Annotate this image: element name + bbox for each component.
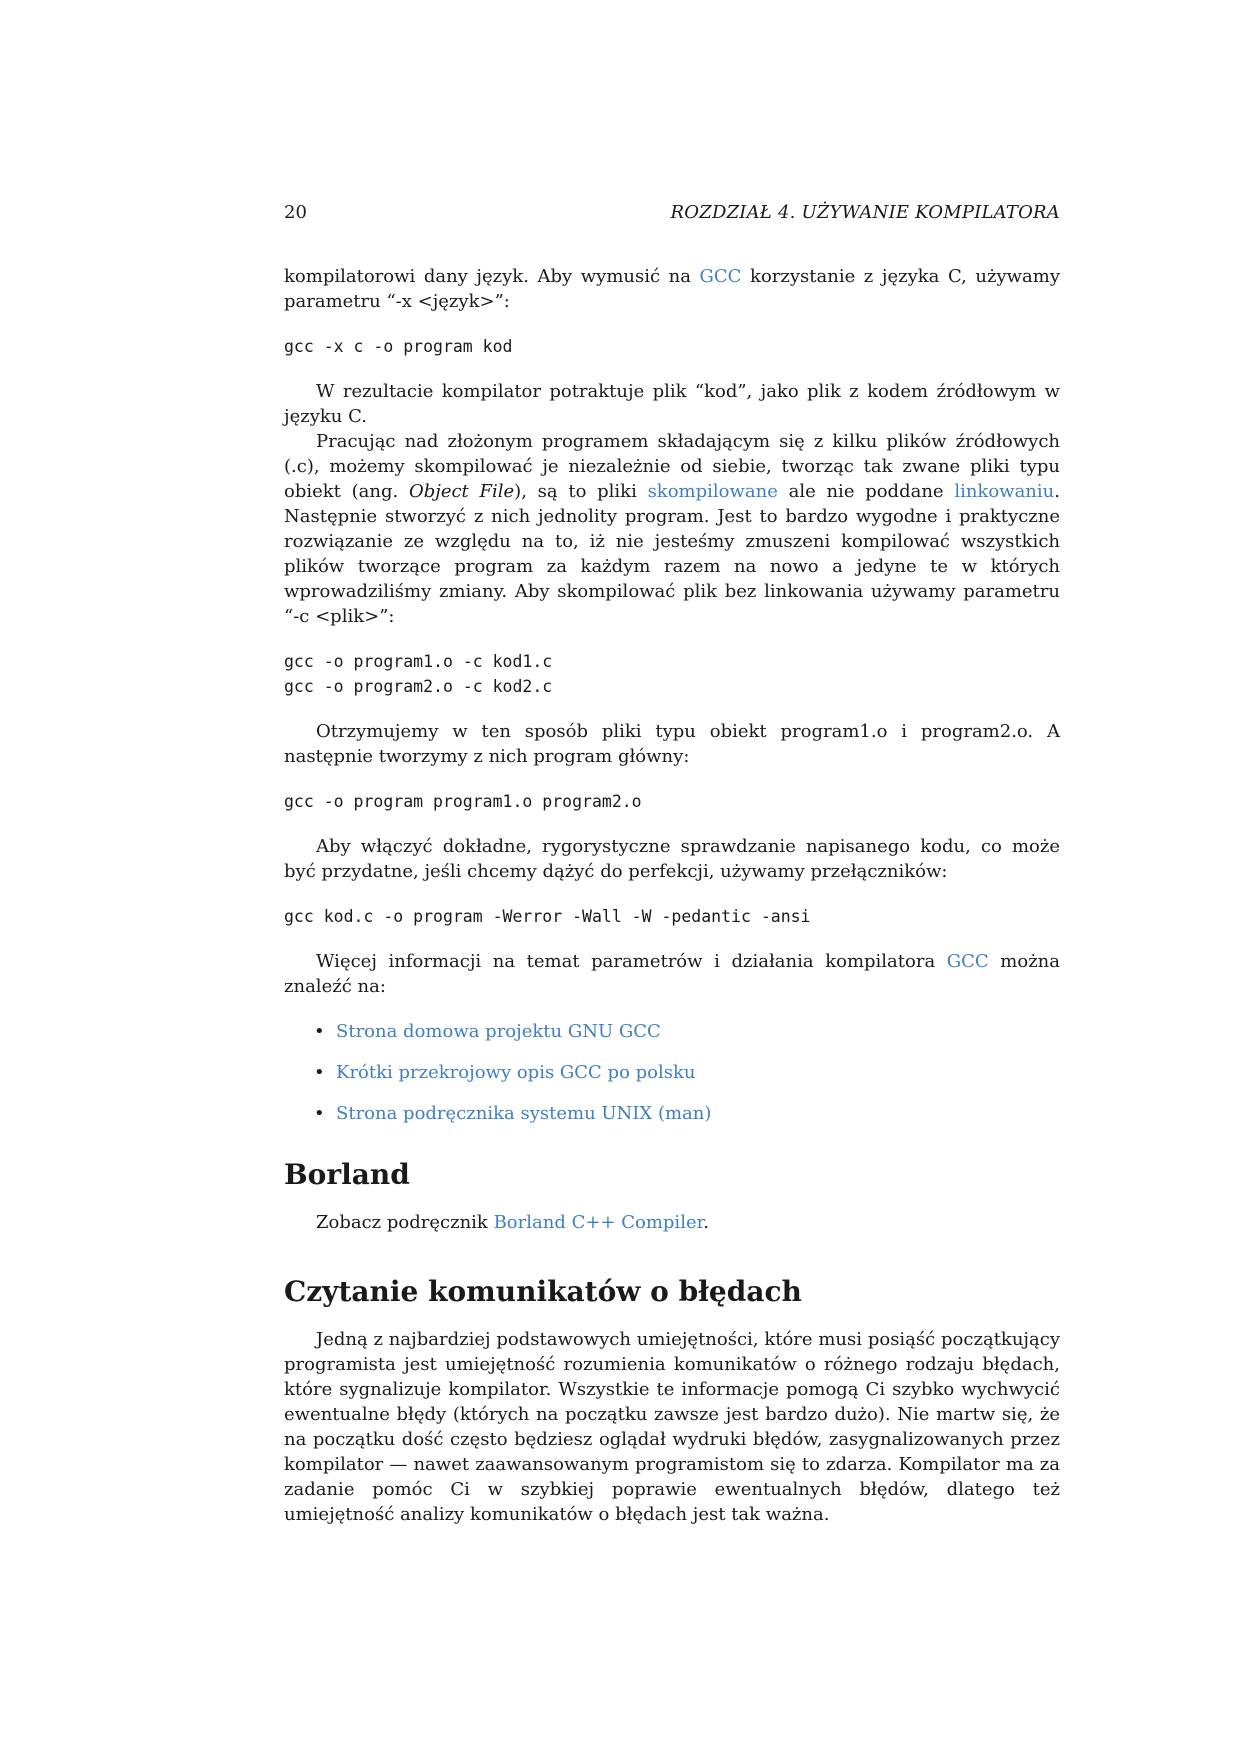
text: kompilatorowi dany język. Aby wymusić na <box>284 266 700 287</box>
code-line: gcc -o program2.o -c kod2.c <box>284 677 553 696</box>
text: . <box>703 1212 709 1233</box>
paragraph-result: W rezultacie kompilator potraktuje plik “kod”, jako plik z kodem źródłowym w języku C. <box>284 381 1060 427</box>
document-page <box>284 200 1060 1527</box>
link-gcc[interactable]: GCC <box>699 266 742 287</box>
link-gcc-polish[interactable]: Krótki przekrojowy opis GCC po polsku <box>336 1062 696 1083</box>
code-line: gcc -o program1.o -c kod1.c <box>284 652 553 671</box>
text: Pracując nad złożonym programem składającym się z kilku plików źródłowych (.c), możemy skompilować je niezależnie od siebie, tworząc tak zwane pliki typu obiekt (ang. <box>284 431 1060 502</box>
list-item <box>284 1060 1060 1085</box>
paragraph-errors: Jedną z najbardziej podstawowych umiejętności, które musi posiąść początkujący programista jest umiejętność rozumienia komunikatów o różnego rodzaju błędach, które sygnalizuje kompilator. Wszystkie te informacje pomogą Ci szybko wychwycić ewentualne błędy (których na początku zawsze jest bardzo dużo). Nie martw się, że na początku dość często będziesz oglądał wydruki błędów, zasygnalizowanych przez kompilator — nawet zaawansowanym programistom się to zdarza. Kompilator ma za zadanie pomóc Ci w szybkiej poprawie ewentualnych błędów, dlatego też umiejętność analizy komunikatów o błędach jest tak ważna. <box>284 1329 1060 1525</box>
paragraph-borland <box>284 1210 1060 1235</box>
text: Zobacz podręcznik <box>316 1212 494 1233</box>
link-unix-man[interactable]: Strona podręcznika systemu UNIX (man) <box>336 1103 712 1124</box>
link-gnu-gcc-home[interactable]: Strona domowa projektu GNU GCC <box>336 1021 661 1042</box>
link-skompilowane[interactable]: skompilowane <box>647 481 778 502</box>
text: Więcej informacji na temat parametrów i działania kompilatora <box>316 951 947 972</box>
link-gcc-2[interactable]: GCC <box>946 951 989 972</box>
section-heading-errors: Czytanie komunikatów o błędach <box>284 1275 802 1308</box>
code-block-4: gcc kod.c -o program -Werror -Wall -W -pedantic -ansi <box>284 907 811 926</box>
link-borland-compiler[interactable]: Borland C++ Compiler <box>493 1212 704 1233</box>
code-block-2 <box>284 649 1060 699</box>
link-linkowaniu[interactable]: linkowaniu <box>954 481 1055 502</box>
text: ale nie poddane <box>777 481 955 502</box>
page-number: 20 <box>284 202 307 223</box>
paragraph-object-result: Otrzymujemy w ten sposób pliki typu obiekt program1.o i program2.o. A następnie tworzymy z nich program główny: <box>284 721 1060 767</box>
section-heading-borland: Borland <box>284 1158 410 1191</box>
code-block-3: gcc -o program program1.o program2.o <box>284 792 642 811</box>
links-list <box>284 1019 1060 1126</box>
code-block-1: gcc -x c -o program kod <box>284 337 513 356</box>
text: ), są to pliki <box>514 481 648 502</box>
list-item <box>284 1019 1060 1044</box>
paragraph-more-info <box>284 949 1060 999</box>
page-header <box>284 200 1060 225</box>
emphasis-object-file: Object File <box>408 481 515 502</box>
list-item <box>284 1101 1060 1126</box>
running-title: ROZDZIAŁ 4. UŻYWANIE KOMPILATORA <box>670 202 1060 223</box>
paragraph-strict: Aby włączyć dokładne, rygorystyczne sprawdzanie napisanego kodu, co może być przydatne, jeśli chcemy dążyć do perfekcji, używamy przełączników: <box>284 836 1060 882</box>
paragraph-object-files <box>284 429 1060 629</box>
paragraph-intro <box>284 264 1060 314</box>
text: można znaleźć na: <box>284 951 1060 997</box>
text: korzystanie z języka C, używamy parametru “-x <język>”: <box>284 266 1060 312</box>
text: . Następnie stworzyć z nich jednolity program. Jest to bardzo wygodne i praktyczne rozwiązanie ze względu na to, iż nie jesteśmy zmuszeni kompilować wszystkich plików tworzące program za każdym razem na nowo a jedyne te w których wprowadziliśmy zmiany. Aby skompilować plik bez linkowania używamy parametru “-c <plik>”: <box>284 481 1060 627</box>
